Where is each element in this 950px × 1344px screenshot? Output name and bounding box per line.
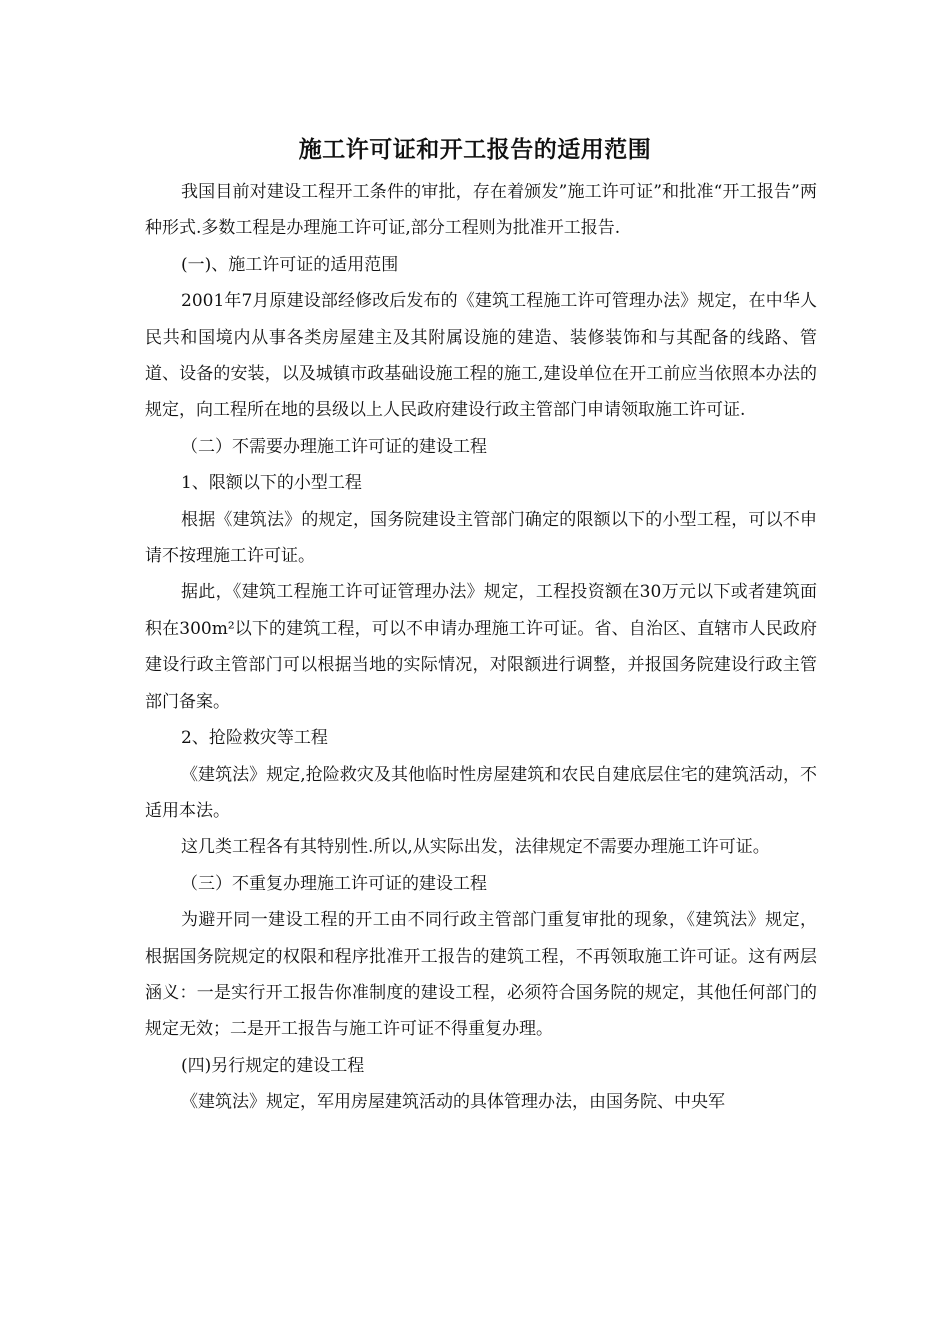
document-body: [145, 174, 817, 1121]
paragraph-building-law: 根据《建筑法》的规定，国务院建设主管部门确定的限额以下的小型工程，可以不申请不按理施工许可证。: [145, 509, 817, 567]
section-heading-4: (四)另行规定的建设工程: [181, 1055, 365, 1076]
subheading-emergency-projects: 2、抢险救灾等工程: [181, 728, 328, 749]
paragraph-emergency-rule: 《建筑法》规定,抢险救灾及其他临时性房屋建筑和农民自建底层住宅的建筑活动，不适用本法。: [145, 764, 817, 821]
paragraph-no-duplicate: 为避开同一建设工程的开工由不同行政主管部门重复审批的现象，《建筑法》规定，根据国务院规定的权限和程序批准开工报告的建筑工程，不再领取施工许可证。这有两层涵义：一是实行开工报告你准制度的建设工程，必须符合国务院的规定，其他任何部门的规定无效；二是开工报告与施工许可证不得重复办理。: [145, 910, 817, 1040]
paragraph-special-nature: 这几类工程各有其特别性.所以,从实际出发，法律规定不需要办理施工许可证。: [181, 837, 770, 858]
paragraph-intro: 我国目前对建设工程开工条件的审批，存在着颁发”施工许可证”和批准“开工报告”两种形式.多数工程是办理施工许可证,部分工程则为批准开工报告.: [145, 182, 817, 239]
section-heading-2: （二）不需要办理施工许可证的建设工程: [181, 436, 487, 457]
paragraph-military: 《建筑法》规定，军用房屋建筑活动的具体管理办法，由国务院、中央军: [181, 1092, 725, 1113]
document-title: 施工许可证和开工报告的适用范围: [298, 137, 652, 163]
section-heading-1: (一)、施工许可证的适用范围: [181, 254, 399, 275]
paragraph-permit-scope: 2001年7月原建设部经修改后发布的《建筑工程施工许可管理办法》规定，在中华人民共和国境内从事各类房屋建主及其附属设施的建造、装修装饰和与其配备的线路、管道、设备的安装，以及城镇市政基础设施工程的施工,建设单位在开工前应当依照本办法的规定，向工程所在地的县级以上人民政府建设行政主管部门申请领取施工许可证.: [145, 291, 817, 421]
subheading-small-projects: 1、限额以下的小型工程: [181, 473, 362, 494]
paragraph-limit-amounts: 据此，《建筑工程施工许可证管理办法》规定，工程投资额在30万元以下或者建筑面积在300m²以下的建筑工程，可以不申请办理施工许可证。省、自治区、直辖市人民政府建设行政主管部门可以根据当地的实际情况，对限额进行调整，并报国务院建设行政主管部门备案。: [145, 582, 817, 712]
section-heading-3: （三）不重复办理施工许可证的建设工程: [181, 873, 487, 894]
